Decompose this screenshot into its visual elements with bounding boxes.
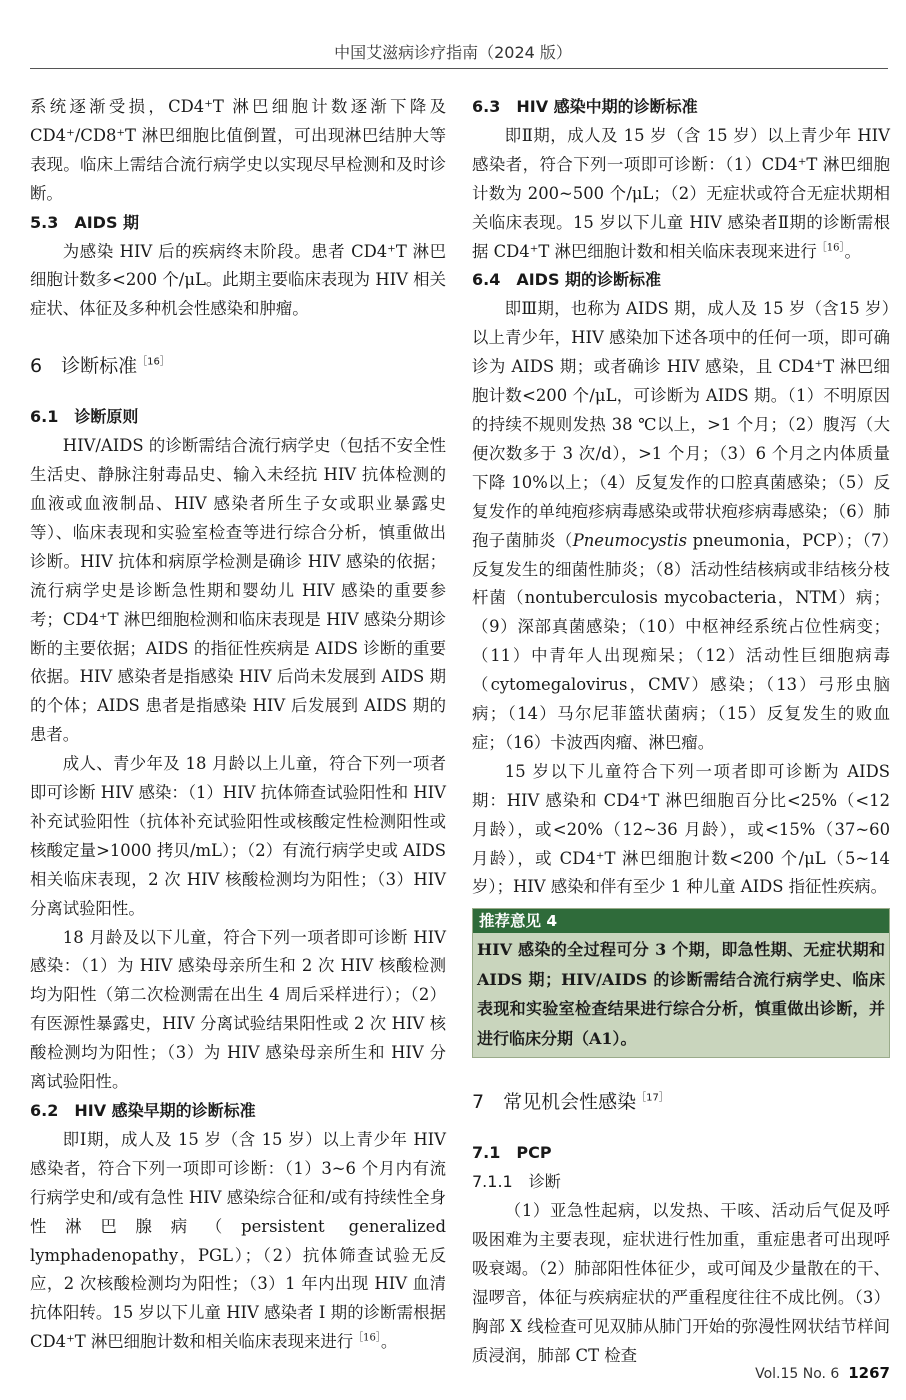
citation-ref: ［16］: [353, 1332, 381, 1344]
section-6-4-text-a: 即Ⅲ期，也称为 AIDS 期，成人及 15 岁（含15 岁）以上青少年，HIV 感染加下述各项中的任何一项，即可确诊为 AIDS 期；或者确诊 HIV 感染，且 CD4⁺T 淋巴细胞计数<200 个/μL，可诊断为 AIDS 期。（1）不明原因的持续不规则发热 38 ℃以上，>1 个月；（2）腹泻（大便次数多于 3 次/d），>1 个月；（3）6 个月之内体质量下降 10%以上；（4）反复发作的口腔真菌感染；（5）反复发作的单纯疱疹病毒感染或带状疱疹病毒感染；（6）肺孢子菌肺炎（: [472, 299, 890, 550]
section-6-1-paragraph-3: 18 月龄及以下儿童，符合下列一项者即可诊断 HIV 感染：（1）为 HIV 感染母亲所生和 2 次 HIV 核酸检测均为阳性（第二次检测需在出生 4 周后采样进行）；（2）有医源性暴露史，HIV 分离试验结果阳性或 2 次 HIV 核酸检测均为阳性；（3）为 HIV 感染母亲所生和 HIV 分离试验阳性。: [30, 927, 446, 1092]
section-6-title: 6 诊断标准: [30, 355, 138, 378]
section-6-4-text-b: pneumonia，PCP）；（7）反复发生的细菌性肺炎；（8）活动性结核病或非结核分枝杆菌（nontuberculosis mycobacteria，NTM）病；（9）深部真菌感染；（10）中枢神经系统占位性病变；（11）中青年人出现痴呆；（12）活动性巨细胞病毒（cytomegalovirus，CMV）感染；（13）弓形虫脑病；（14）马尔尼菲篮状菌病；（15）反复发生的败血症；（16）卡波西肉瘤、淋巴瘤。: [472, 530, 891, 752]
section-7-heading: [472, 1088, 890, 1117]
species-italic: Pneumocystis: [572, 530, 688, 550]
section-6-2-heading: 6.2 HIV 感染早期的诊断标准: [30, 1101, 256, 1120]
citation-ref: ［17］: [636, 1093, 669, 1105]
section-6-1-heading: 6.1 诊断原则: [30, 407, 139, 427]
section-6-3-paragraph: [472, 122, 890, 267]
section-7-title: 7 常见机会性感染: [472, 1091, 637, 1114]
section-6-3-text: 即Ⅱ期，成人及 15 岁（含 15 岁）以上青少年 HIV 感染者，符合下列一项即可诊断：（1）CD4⁺T 淋巴细胞计数为 200~500 个/μL；（2）无症状或符合无症状期相关临床表现。15 岁以下儿童 HIV 感染者Ⅱ期的诊断需根据 CD4⁺T 淋巴细胞计数和相关临床表现来进行: [472, 125, 890, 261]
section-6-4-paragraph-2: 15 岁以下儿童符合下列一项者即可诊断为 AIDS 期：HIV 感染和 CD4⁺T 淋巴细胞百分比<25%（<12 月龄），或<20%（12~36 月龄），或<15%（37~60 月龄），或 CD4⁺T 淋巴细胞计数<200 个/μL（5~14 岁）；HIV 感染和伴有至少 1 种儿童 AIDS 指征性疾病。: [472, 761, 890, 897]
page-footer: [755, 1364, 890, 1382]
section-6-4-heading: 6.4 AIDS 期的诊断标准: [472, 270, 662, 290]
recommendation-body: HIV 感染的全过程可分 3 个期，即急性期、无症状期和 AIDS 期；HIV/AIDS 的诊断需结合流行病学史、临床表现和实验室检查结果进行综合分析，慎重做出诊断，并进行临床分期（A1）。: [477, 940, 885, 1048]
section-7-1-1-paragraph: （1）亚急性起病，以发热、干咳、活动后气促及呼吸困难为主要表现，症状进行性加重，重症患者可出现呼吸衰竭。（2）肺部阳性体征少，或可闻及少量散在的干、湿啰音，体征与疾病症状的严重程度往往不成比例。（3）胸部 X 线检查可见双肺从肺门开始的弥漫性网状结节样间质浸润，肺部 CT 检查: [472, 1201, 890, 1365]
running-header: 中国艾滋病诊疗指南（2024 版）: [334, 43, 572, 62]
page-number: 1267: [848, 1364, 890, 1382]
volume-label: Vol.15 No. 6: [755, 1366, 840, 1382]
left-column: [30, 93, 446, 1357]
section-6-3-end: 。: [844, 241, 861, 261]
section-6-2-text: 即Ⅰ期，成人及 15 岁（含 15 岁）以上青少年 HIV 感染者，符合下列一项即可诊断：（1）3~6 个月内有流行病学史和/或有急性 HIV 感染综合征和/或有持续性全身性淋巴腺病（persistent generalized lymphadenopathy，PGL）；（2）抗体筛查试验无反应，2 次核酸检测均为阳性；（3）1 年内出现 HIV 血清抗体阳转。15 岁以下儿童 HIV 感染者 Ⅰ 期的诊断需根据 CD4⁺T 淋巴细胞计数和相关临床表现来进行: [30, 1129, 446, 1352]
right-column: [472, 93, 890, 1371]
citation-ref: ［16］: [816, 242, 845, 254]
section-6-4-paragraph-1: [472, 295, 890, 758]
section-5-3-paragraph: 为感染 HIV 后的疾病终末阶段。患者 CD4⁺T 淋巴细胞计数多<200 个/μL。此期主要临床表现为 HIV 相关症状、体征及多种机会性感染和肿瘤。: [30, 241, 446, 319]
header-rule: [30, 68, 888, 69]
section-6-1-paragraph-1: HIV/AIDS 的诊断需结合流行病学史（包括不安全性生活史、静脉注射毒品史、输入未经抗 HIV 抗体检测的血液或血液制品、HIV 感染者所生子女或职业暴露史等）、临床表现和实验室检查等进行综合分析，慎重做出诊断。HIV 抗体和病原学检测是确诊 HIV 感染的依据；流行病学史是诊断急性期和婴幼儿 HIV 感染的重要参考；CD4⁺T 淋巴细胞检测和临床表现是 HIV 感染分期诊断的主要依据；AIDS 的指征性疾病是 AIDS 诊断的重要依据。HIV 感染者是指感染 HIV 后尚未发展到 AIDS 期的个体；AIDS 患者是指感染 HIV 后发展到 AIDS 期的患者。: [30, 436, 446, 745]
recommendation-box: [472, 908, 890, 1058]
section-5-3-heading: 5.3 AIDS 期: [30, 212, 140, 232]
section-7-1-heading: 7.1 PCP: [472, 1143, 552, 1163]
section-6-3-heading: 6.3 HIV 感染中期的诊断标准: [472, 97, 698, 116]
section-6-heading: [30, 352, 446, 381]
recommendation-title: 推荐意见 4: [473, 909, 889, 933]
citation-ref: ［16］: [137, 356, 170, 368]
section-6-1-paragraph-2: 成人、青少年及 18 月龄以上儿童，符合下列一项者即可诊断 HIV 感染：（1）HIV 抗体筛查试验阳性和 HIV 补充试验阳性（抗体补充试验阳性或核酸定性检测阳性或核酸定量>1000 拷贝/mL）；（2）有流行病学史或 AIDS 相关临床表现，2 次 HIV 核酸检测均为阳性；（3）HIV 分离试验阳性。: [30, 754, 446, 918]
paragraph-continued: 系统逐渐受损，CD4⁺T 淋巴细胞计数逐渐下降及 CD4⁺/CD8⁺T 淋巴细胞比值倒置，可出现淋巴结肿大等表现。临床上需结合流行病学史以实现尽早检测和及时诊断。: [30, 97, 446, 203]
section-6-2-end: 。: [380, 1332, 398, 1352]
section-6-2-paragraph: [30, 1126, 446, 1357]
section-7-1-1-heading: 7.1.1 诊断: [472, 1172, 561, 1192]
